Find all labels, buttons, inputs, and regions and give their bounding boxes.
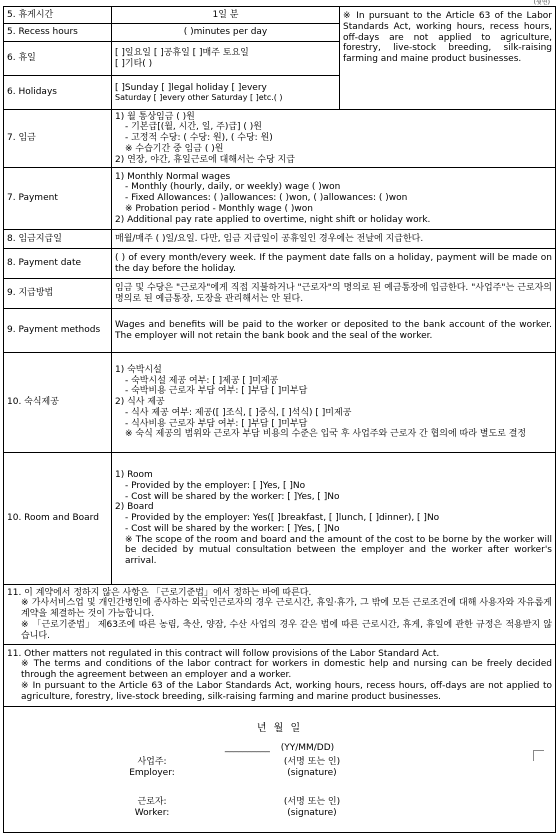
date-line-ko: 년 월 일 xyxy=(256,722,303,734)
holiday-options-ko[interactable]: [ ]일요일 [ ]공휴일 [ ]매주 토요일 xyxy=(115,47,249,58)
row-payday-en xyxy=(4,249,556,279)
board-ko-line: 1) 숙박시설 xyxy=(115,364,162,375)
worker-label-ko: 근로자: xyxy=(137,796,167,807)
worker-label xyxy=(67,797,237,819)
row-method-en xyxy=(4,309,556,353)
wage-label-ko: 7. 임금 xyxy=(4,110,112,168)
date-blank[interactable]: __________ xyxy=(224,742,270,753)
wage-ko-line: - 고정적 수당: ( 수당: 원), ( 수당: 원) xyxy=(125,133,273,144)
other-en-cell xyxy=(4,645,556,707)
holiday-value-en xyxy=(112,76,340,110)
board-en-line: - Provided by the employer: Yes([ ]breakfast, [ ]lunch, [ ]dinner), [ ]No xyxy=(125,513,440,524)
wage-en-line: - Monthly (hourly, daily, or weekly) wage ( )won xyxy=(125,182,341,193)
employer-sign-ko: (서명 또는 인) xyxy=(283,757,341,768)
wage-en-line: 1) Monthly Normal wages xyxy=(115,171,231,182)
row-board-en xyxy=(4,453,556,585)
other-en-title: 11. Other matters not regulated in this contract will follow provisions of the Labor Standard Act. xyxy=(7,648,440,659)
board-en-line: - Cost will be shared by the worker: [ ]Yes, [ ]No xyxy=(125,491,340,502)
method-value-en: Wages and benefits will be paid to the worker or deposited to the bank account of the worker. The employer will not retain the bank book and the seal of the worker. xyxy=(112,309,556,353)
row-board-ko xyxy=(4,353,556,453)
other-ko-note: ※ 가사서비스업 및 개인간병인에 종사하는 외국인근로자의 경우 근로시간, 휴일·휴가, 그 밖에 모든 근로조건에 대해 사용자와 자유롭게 계약을 체결하는 것이 가능합니다. xyxy=(21,598,552,620)
other-ko-cell xyxy=(4,585,556,645)
worker-signature-field[interactable] xyxy=(237,797,387,819)
recess-value-ko[interactable]: 1일 분 xyxy=(112,7,340,24)
wage-en-line: - Fixed Allowances: ( )allowances: ( )won, ( )allowances: ( )won xyxy=(125,193,408,204)
wage-en-line: ※ Probation period - Monthly wage ( )won xyxy=(125,203,313,214)
board-ko-line: 2) 식사 제공 xyxy=(115,397,165,408)
board-value-ko xyxy=(112,353,556,453)
board-en-line: 2) Board xyxy=(115,502,154,513)
date-format: (YY/MM/DD) xyxy=(280,742,335,753)
board-ko-line: - 식사비용 근로자 부담 여부: [ ]부담 [ ]미부담 xyxy=(125,418,308,429)
worker-sign-ko: (서명 또는 인) xyxy=(283,796,341,807)
employer-label-en: Employer: xyxy=(129,768,175,779)
recess-value-en[interactable]: ( )minutes per day xyxy=(112,24,340,42)
board-label-ko: 10. 숙식제공 xyxy=(4,353,112,453)
board-value-en xyxy=(112,453,556,585)
recess-label-en: 5. Recess hours xyxy=(4,24,112,42)
row-wage-en xyxy=(4,168,556,230)
board-ko-note: ※ 숙식 제공의 범위와 근로자 부담 비용의 수준은 입국 후 사업주와 근로자 간 협의에 따라 별도로 결정 xyxy=(125,429,527,440)
method-label-ko: 9. 지급방법 xyxy=(4,279,112,309)
board-ko-line: - 숙박시설 제공 여부: [ ]제공 [ ]미제공 xyxy=(125,375,279,386)
holiday-options-en[interactable]: [ ]Sunday [ ]legal holiday [ ]every xyxy=(115,82,267,93)
other-en-note: ※ The terms and conditions of the labor contract for workers in domestic help and nursing can be freely decided through the agreement between an employer and a worker. xyxy=(21,659,552,681)
payday-label-en: 8. Payment date xyxy=(4,249,112,279)
employer-label-ko: 사업주: xyxy=(137,757,167,768)
employer-sign-en: (signature) xyxy=(287,768,337,779)
holiday-other-en[interactable]: Saturday [ ]every other Saturday [ ]etc.( ) xyxy=(115,93,283,103)
employer-signature-field[interactable] xyxy=(237,757,387,779)
row-payday-ko xyxy=(4,230,556,249)
page-mark: (뒷면) xyxy=(533,0,550,6)
board-ko-line: - 식사 제공 여부: 제공([ ]조식, [ ]중식, [ ]석식) [ ]미제공 xyxy=(125,407,352,418)
wage-value-en xyxy=(112,168,556,230)
board-en-note: ※ The scope of the room and board and the amount of the cost to be borne by the worker will be decided by mutual consultation between the employer and the worker after worker's arrival. xyxy=(125,534,552,567)
wage-value-ko xyxy=(112,110,556,168)
payday-label-ko: 8. 임금지급일 xyxy=(4,230,112,249)
other-en-note: ※ In pursuant to the Article 63 of the Labor Standards Act, working hours, recess hours, off-days are not applied to agriculture, forestry, live-stock breeding, silk-raising farming and marine product businesses. xyxy=(21,680,552,702)
wage-label-en: 7. Payment xyxy=(4,168,112,230)
row-method-ko xyxy=(4,279,556,309)
worker-sign-en: (signature) xyxy=(287,807,337,818)
method-value-ko: 임금 및 수당은 "근로자"에게 직접 지불하거나 "근로자"의 명의로 된 예금통장에 입금한다. "사업주"는 근로자의 명의로 된 예금통장, 도장을 관리해서는 안 된다. xyxy=(112,279,556,309)
side-note: ※ In pursuant to the Article 63 of the Labor Standards Act, working hours, recess hours, off-days are not applied to agriculture, forestry, live-stock breeding, silk-raising farming and maine product businesses. xyxy=(340,7,556,110)
other-ko-note: ※ 「근로기준법」 제63조에 따른 농림, 축산, 양잠, 수산 사업의 경우 같은 법에 따른 근로시간, 휴게, 휴일에 관한 규정은 적용받지 않습니다. xyxy=(21,619,552,641)
wage-ko-line: 1) 월 통상임금 ( )원 xyxy=(115,111,195,122)
corner-mark xyxy=(533,750,544,761)
board-en-line: - Cost will be shared by the worker: [ ]Yes, [ ]No xyxy=(125,523,340,534)
worker-row xyxy=(7,797,552,819)
contract-table xyxy=(3,6,556,833)
holiday-value-ko xyxy=(112,42,340,76)
wage-en-line: 2) Additional pay rate applied to overtime, night shift or holiday work. xyxy=(115,214,431,225)
board-en-line: - Provided by the employer: [ ]Yes, [ ]No xyxy=(125,480,306,491)
holiday-label-ko: 6. 휴일 xyxy=(4,42,112,76)
worker-label-en: Worker: xyxy=(134,807,170,818)
employer-label xyxy=(67,757,237,779)
date-line-en xyxy=(7,743,552,754)
board-label-en: 10. Room and Board xyxy=(4,453,112,585)
row-other-en xyxy=(4,645,556,707)
holiday-other-ko[interactable]: [ ]기타( ) xyxy=(115,58,153,69)
row-wage-ko xyxy=(4,110,556,168)
row-recess-ko xyxy=(4,7,556,24)
other-ko-title: 11. 이 계약에서 정하지 않은 사항은 「근로기준법」에서 정하는 바에 따른다. xyxy=(7,587,312,598)
wage-ko-line: - 기본급[(월, 시간, 일, 주)급] ( )원 xyxy=(125,122,263,133)
method-label-en: 9. Payment methods xyxy=(4,309,112,353)
wage-ko-line: 2) 연장, 야간, 휴일근로에 대해서는 수당 지급 xyxy=(115,154,295,165)
row-other-ko xyxy=(4,585,556,645)
payday-value-en: ( ) of every month/every week. If the payment date falls on a holiday, payment will be made on the day before the holiday. xyxy=(112,249,556,279)
holiday-label-en: 6. Holidays xyxy=(4,76,112,110)
board-ko-line: - 숙박비용 근로자 부담 여부: [ ]부담 [ ]미부담 xyxy=(125,386,308,397)
employer-row xyxy=(7,757,552,779)
recess-label-ko: 5. 휴게시간 xyxy=(4,7,112,24)
payday-value-ko: 매월/매주 ( )일/요일. 다만, 임금 지급일이 공휴일인 경우에는 전날에 지급한다. xyxy=(112,230,556,249)
board-en-line: 1) Room xyxy=(115,469,153,480)
wage-ko-line: ※ 수습기간 중 임금 ( )원 xyxy=(125,143,224,154)
